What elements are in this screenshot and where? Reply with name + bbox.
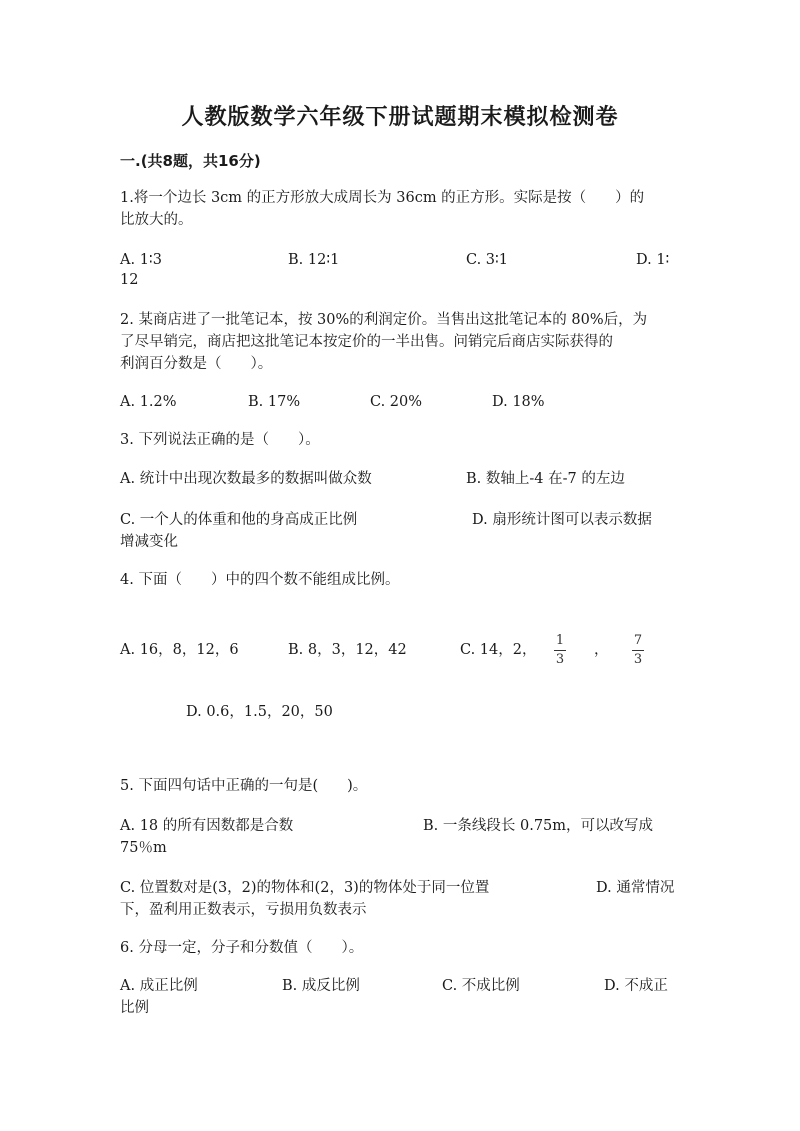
option-b: B. 成反比例 [282, 978, 360, 994]
option-d: D. 不成正 [604, 978, 668, 994]
fraction-one-third [554, 634, 566, 667]
option-d-continued: 下，盈利用正数表示，亏损用负数表示 [120, 902, 367, 918]
fraction-denominator: 3 [555, 652, 565, 667]
option-d: D. 扇形统计图可以表示数据 [472, 512, 652, 528]
option-b: B. 8，3，12，42 [288, 642, 407, 658]
question-stem: 3. 下列说法正确的是（ ）。 [120, 432, 320, 448]
question-stem: 2. 某商店进了一批笔记本，按 30%的利润定价。当售出这批笔记本的 80%后，为 [120, 312, 648, 328]
option-c: C. 一个人的体重和他的身高成正比例 [120, 512, 358, 528]
option-b: B. 17% [248, 394, 301, 410]
option-b-continued: 75％m [120, 840, 167, 856]
question-stem: 1.将一个边长 3cm 的正方形放大成周长为 36cm 的正方形。实际是按（ ）的 [120, 190, 645, 206]
fraction-denominator: 3 [633, 652, 643, 667]
option-c-separator: ， [594, 642, 609, 658]
page-title: 人教版数学六年级下册试题期末模拟检测卷 [181, 105, 619, 130]
option-d-continued: 增减变化 [120, 534, 178, 550]
option-c: C. 20% [370, 394, 423, 410]
option-d: D. 1∶ [636, 252, 670, 268]
fraction-bar [632, 650, 644, 651]
option-d: D. 通常情况 [596, 880, 675, 896]
fraction-numerator: 7 [633, 633, 643, 648]
fraction-seven-thirds [632, 634, 644, 667]
fraction-bar [554, 650, 566, 651]
section-heading: 一.(共8题，共16分) [120, 152, 261, 170]
option-d: D. 0.6，1.5，20，50 [186, 704, 333, 720]
option-b: B. 数轴上-4 在-7 的左边 [466, 471, 625, 487]
option-c: C. 位置数对是(3，2)的物体和(2，3)的物体处于同一位置 [120, 880, 490, 896]
fraction-numerator: 1 [555, 633, 565, 648]
question-stem: 了尽早销完，商店把这批笔记本按定价的一半出售。问销完后商店实际获得的 [120, 334, 613, 350]
question-stem: 4. 下面（ ）中的四个数不能组成比例。 [120, 572, 400, 588]
option-b: B. 12∶1 [288, 252, 340, 268]
option-a: A. 统计中出现次数最多的数据叫做众数 [120, 471, 372, 487]
option-c: C. 3∶1 [466, 252, 509, 268]
question-stem: 比放大的。 [120, 212, 193, 228]
question-stem: 6. 分母一定，分子和分数值（ ）。 [120, 940, 364, 956]
option-c: C. 14，2， [460, 642, 537, 658]
question-stem: 利润百分数是（ ）。 [120, 356, 273, 372]
option-d-continued: 12 [120, 272, 139, 288]
question-stem: 5. 下面四句话中正确的一句是( )。 [120, 778, 368, 794]
option-a: A. 16，8，12，6 [120, 642, 239, 658]
option-a: A. 1.2% [120, 394, 177, 410]
option-b: B. 一条线段长 0.75m，可以改写成 [423, 818, 654, 834]
option-a: A. 1∶3 [120, 252, 162, 268]
option-d-continued: 比例 [120, 1000, 149, 1016]
option-c: C. 不成比例 [442, 978, 520, 994]
option-a: A. 18 的所有因数都是合数 [120, 818, 294, 834]
option-d: D. 18% [492, 394, 545, 410]
option-a: A. 成正比例 [120, 978, 198, 994]
